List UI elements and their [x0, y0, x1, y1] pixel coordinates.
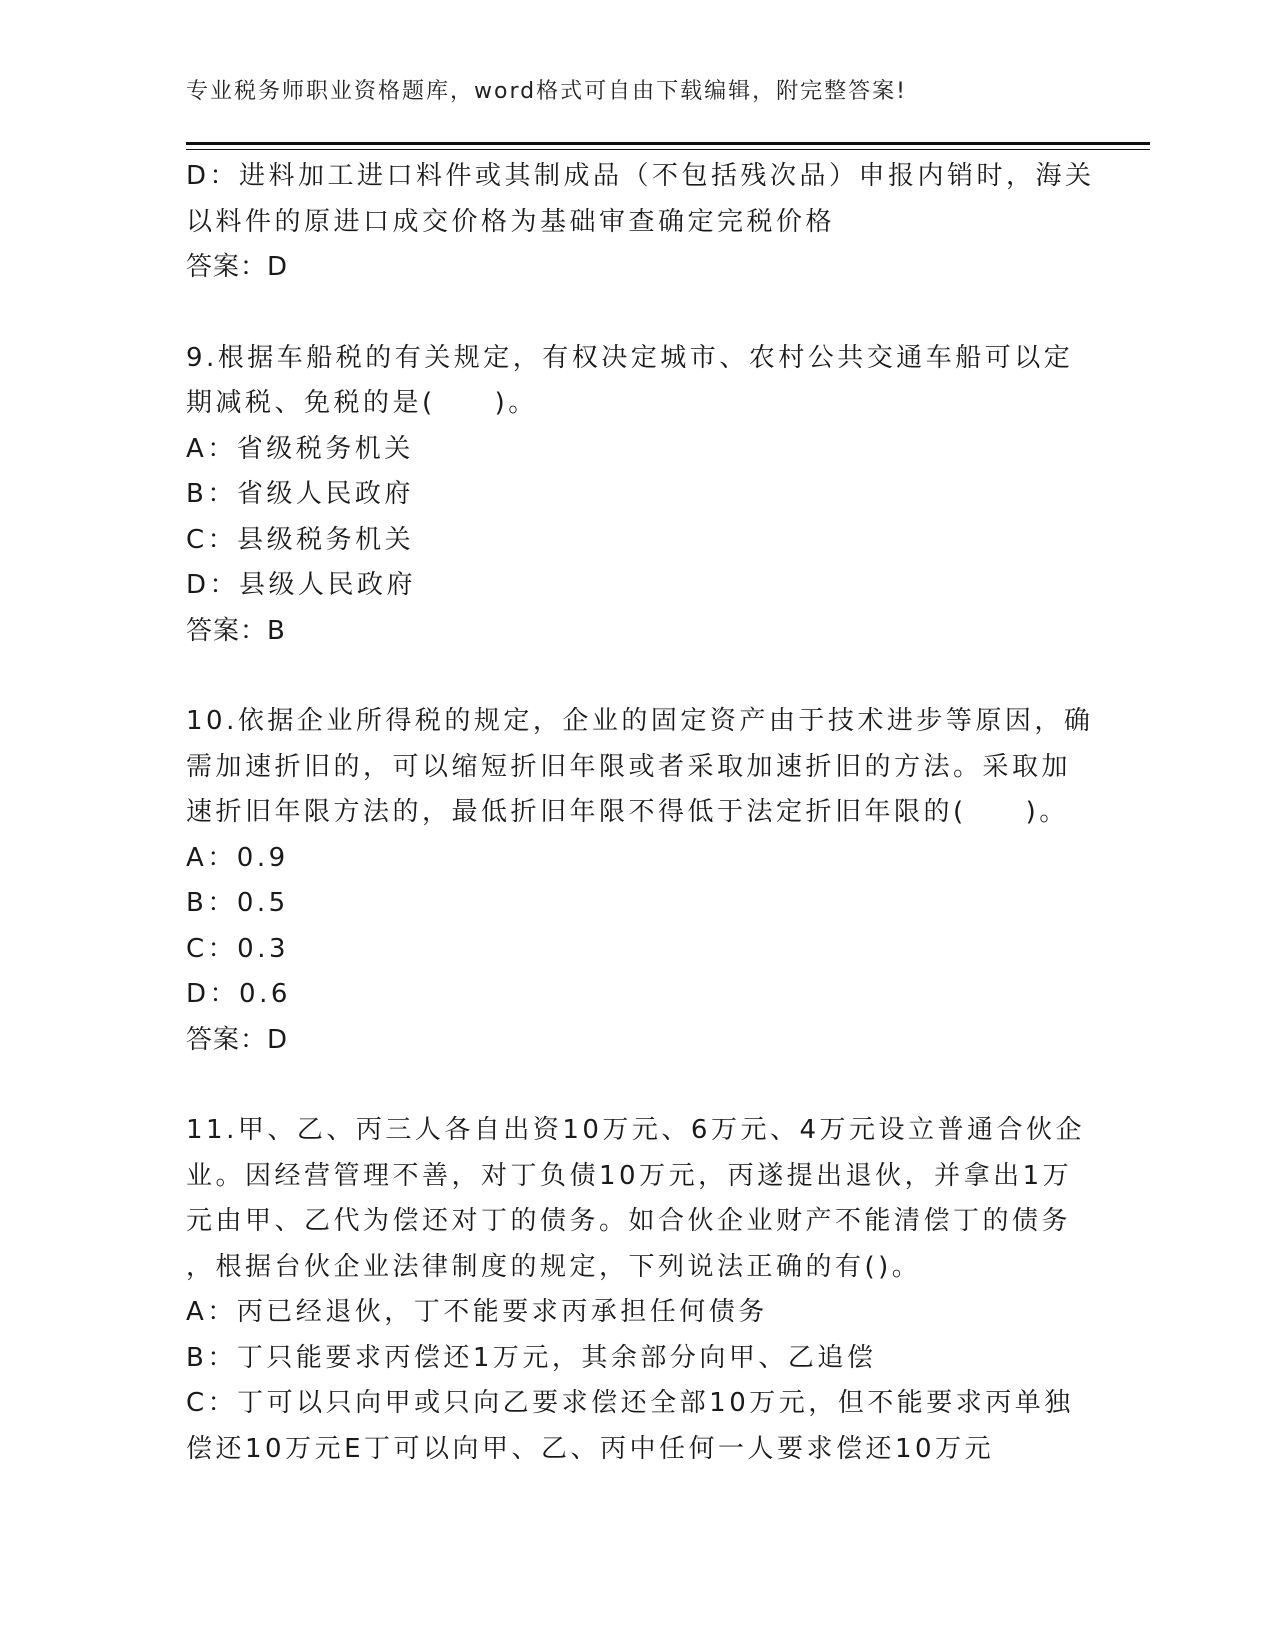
option-c: C：0.3 — [186, 933, 290, 964]
option-d-line-2: 以料件的原进口成交价格为基础审查确定完税价格 — [186, 206, 836, 237]
question-stem-line: 10.依据企业所得税的规定，企业的固定资产由于技术进步等原因，确 — [186, 706, 1094, 736]
document-body — [186, 154, 1095, 1472]
option-a: A：丙已经退伙，丁不能要求丙承担任何债务 — [186, 1297, 768, 1327]
option-c: C：丁可以只向甲或只向乙要求偿还全部10万元，但不能要求丙单独 — [186, 1388, 1074, 1418]
page-header: 专业税务师职业资格题库，word格式可自由下载编辑，附完整答案! — [186, 79, 907, 104]
question-9 — [186, 336, 1086, 655]
option-c-continued: 偿还10万元E丁可以向甲、乙、丙中任何一人要求偿还10万元 — [186, 1433, 995, 1464]
option-b: B：丁只能要求丙偿还1万元，其余部分向甲、乙追偿 — [186, 1342, 877, 1373]
answer-line: 答案：D — [186, 252, 289, 282]
option-d: D：0.6 — [186, 979, 291, 1009]
question-stem-line: ，根据台伙企业法律制度的规定，下列说法正确的有()。 — [186, 1251, 922, 1282]
header-rule-thick — [186, 142, 1150, 145]
question-stem-line: 需加速折旧的，可以缩短折旧年限或者采取加速折旧的方法。采取加 — [186, 751, 1072, 782]
option-c: C：县级税务机关 — [186, 524, 415, 555]
question-stem-line: 速折旧年限方法的，最低折旧年限不得低于法定折旧年限的( )。 — [186, 797, 1069, 827]
option-b: B：0.5 — [186, 888, 289, 918]
question-stem-line: 业。因经营管理不善，对丁负债10万元，丙遂提出退伙，并拿出1万 — [186, 1160, 1073, 1191]
option-a: A：省级税务机关 — [186, 433, 414, 464]
answer-line: 答案：B — [186, 615, 286, 646]
question-8-tail — [186, 154, 1095, 291]
question-stem-line: 11.甲、乙、丙三人各自出资10万元、6万元、4万元设立普通合伙企 — [186, 1115, 1086, 1145]
option-a: A：0.9 — [186, 842, 289, 873]
question-stem-line: 期减税、免税的是( )。 — [186, 388, 538, 418]
question-stem-line: 元由甲、乙代为偿还对丁的债务。如合伙企业财产不能清偿丁的债务 — [186, 1206, 1072, 1236]
answer-line: 答案：D — [186, 1024, 289, 1055]
option-b: B：省级人民政府 — [186, 479, 414, 509]
option-d: D：县级人民政府 — [186, 570, 417, 600]
header-rule-thin — [186, 149, 1150, 150]
question-stem-line: 9.根据车船税的有关规定，有权决定城市、农村公共交通车船可以定 — [186, 342, 1074, 373]
option-d-line-1: D：进料加工进口料件或其制成品（不包括残次品）申报内销时，海关 — [186, 161, 1095, 191]
question-10 — [186, 699, 1094, 1063]
question-11 — [186, 1108, 1086, 1472]
